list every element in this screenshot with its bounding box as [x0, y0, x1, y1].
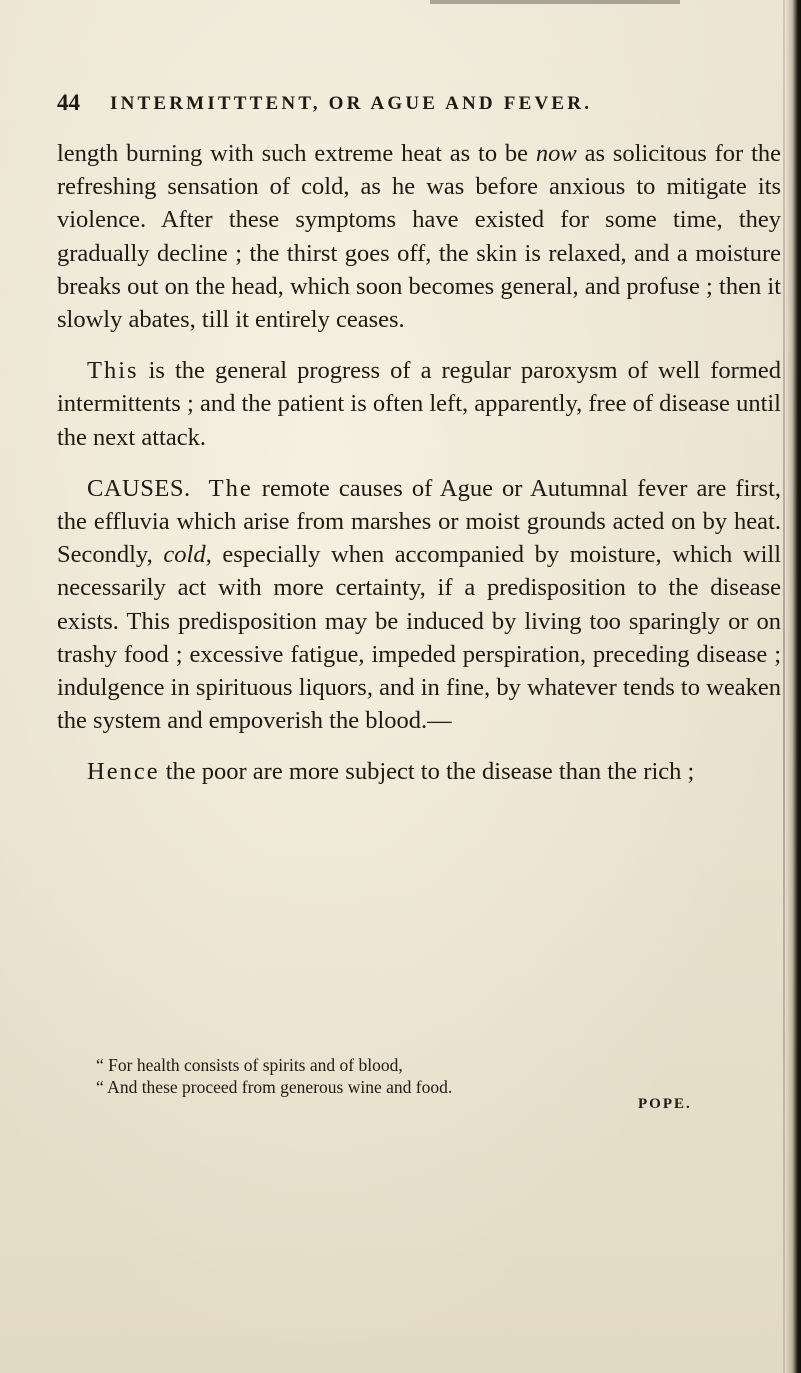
paragraph-text: as solicitous for the refreshing sensation of cold, as he was before anxious to mitigate its violence. After these symptoms have existed for some time, they gradually decline ; the thirst goes off, the skin is relaxed, and a moisture breaks out on the head, which soon becomes general, and profuse ; then it slowly abates, till it entirely ceases. [57, 140, 781, 334]
quote-attribution: POPE. [638, 1096, 692, 1112]
section-heading: CAUSES. [87, 474, 191, 502]
emphasis-text: now [535, 140, 577, 167]
lead-word: Hence [87, 758, 160, 786]
paragraph-text: is the general progress of a regular paroxysm of well formed intermittents ; and the patient is often left, apparently, free of disease until the next attack. [57, 357, 781, 451]
lead-word: This [87, 357, 139, 385]
paragraph-general-progress [57, 354, 781, 454]
top-edge-mark [430, 0, 680, 4]
paragraph-text: length burning with such extreme heat as to be [57, 140, 536, 167]
verse-quotation [96, 1054, 756, 1098]
page-number: 44 [57, 90, 80, 115]
quote-line: “ And these proceed from generous wine and food. [96, 1077, 453, 1097]
page-header [57, 90, 777, 120]
body-text [57, 137, 781, 789]
quote-line: “ For health consists of spirits and of blood, [96, 1055, 403, 1075]
paragraph-hence [57, 755, 781, 788]
emphasis-text: cold, [163, 541, 212, 569]
lead-word: The [208, 474, 253, 502]
paragraph-text: the poor are more subject to the disease than the rich ; [159, 758, 695, 786]
running-head: INTERMITTTENT, OR AGUE AND FEVER. [110, 93, 593, 114]
paragraph-causes [57, 472, 781, 738]
paragraph-paroxysm-end [57, 137, 781, 336]
paragraph-text: remote causes of Ague or Autumnal fever are first, the effluvia which arise from marshes or moist grounds acted on by heat. Secondly, [57, 474, 782, 569]
binding-shadow [785, 0, 801, 1373]
paragraph-text: especially when accompanied by moisture, which will necessarily act with more certainty, if a predisposition to the disease exists. This predisposition may be induced by living too sparingly or on trashy food ; excessive fatigue, impeded perspiration, preceding disease ; indulgence in spirituous liquors, and in fine, by whatever tends to weaken the system and empoverish the blood.— [57, 541, 781, 735]
